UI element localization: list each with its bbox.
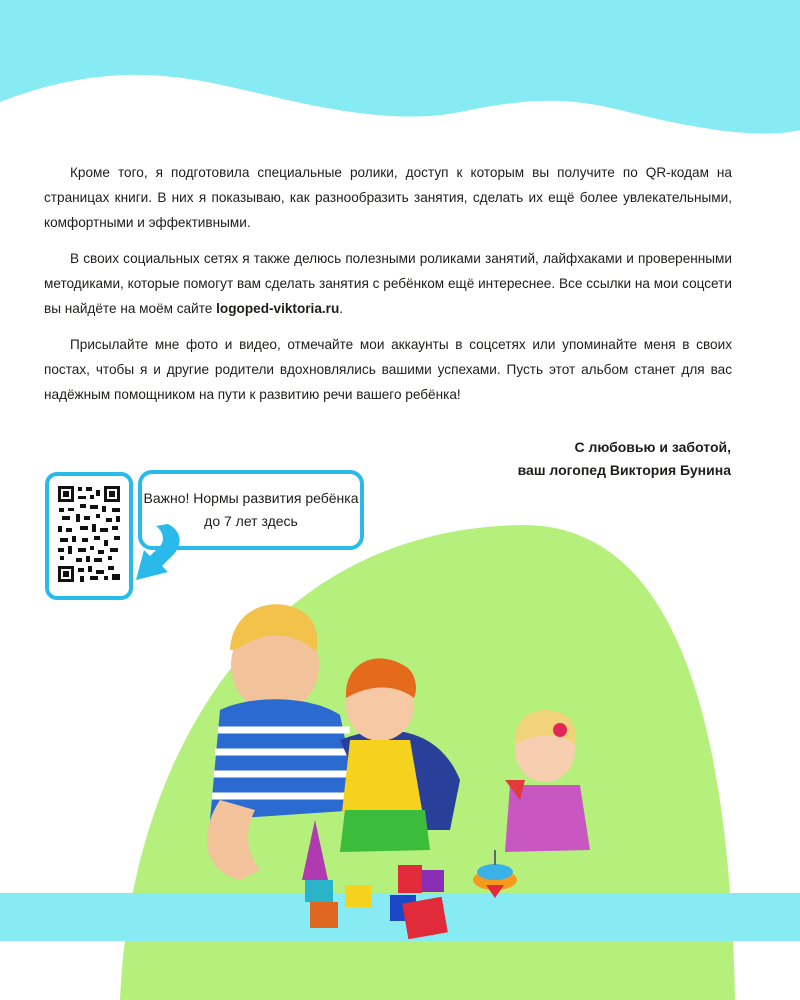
top-wave-decoration [0, 0, 800, 140]
girl-figure [505, 710, 590, 852]
paragraph-videos: Кроме того, я подготовила специальные ролики, доступ к которым вы получите по QR-кодам на страницах книги. В них я показываю, как разнообразить занятия, сделать их ещё более увлекательными, комфортными и эффективными. [44, 165, 732, 230]
qr-callout-line-2: до 7 лет здесь [204, 513, 298, 529]
site-link[interactable]: logoped-viktoria.ru [216, 301, 340, 316]
spinning-top [473, 850, 517, 898]
qr-code-icon[interactable] [56, 484, 122, 584]
paragraph-social-text: В своих социальных сетях я также делюсь полезными роликами занятий, лайфхаками и проверенными методиками, которые помогут вам сделать занятия с ребёнком ещё интереснее. Все ссылки на мои соцсети вы найдёте на моём сайте [44, 251, 732, 316]
paragraph-social [44, 246, 732, 321]
paragraph-period: . [339, 301, 344, 316]
signature-line-1: С любовью и заботой, [574, 439, 731, 455]
body-text [44, 160, 732, 418]
paragraph-share: Присылайте мне фото и видео, отмечайте мои аккаунты в соцсетях или упоминайте меня в своих постах, чтобы я и другие родители вдохновлялись вашими успехами. Пусть этот альбом станет для вас надёжным помощником на пути к развитию речи вашего ребёнка! [44, 337, 732, 402]
signature [331, 436, 731, 482]
family-playing-illustration [160, 580, 620, 940]
signature-line-2: ваш логопед Виктория Бунина [517, 462, 731, 478]
qr-callout-line-1: Важно! Нормы развития ребёнка [143, 490, 359, 506]
